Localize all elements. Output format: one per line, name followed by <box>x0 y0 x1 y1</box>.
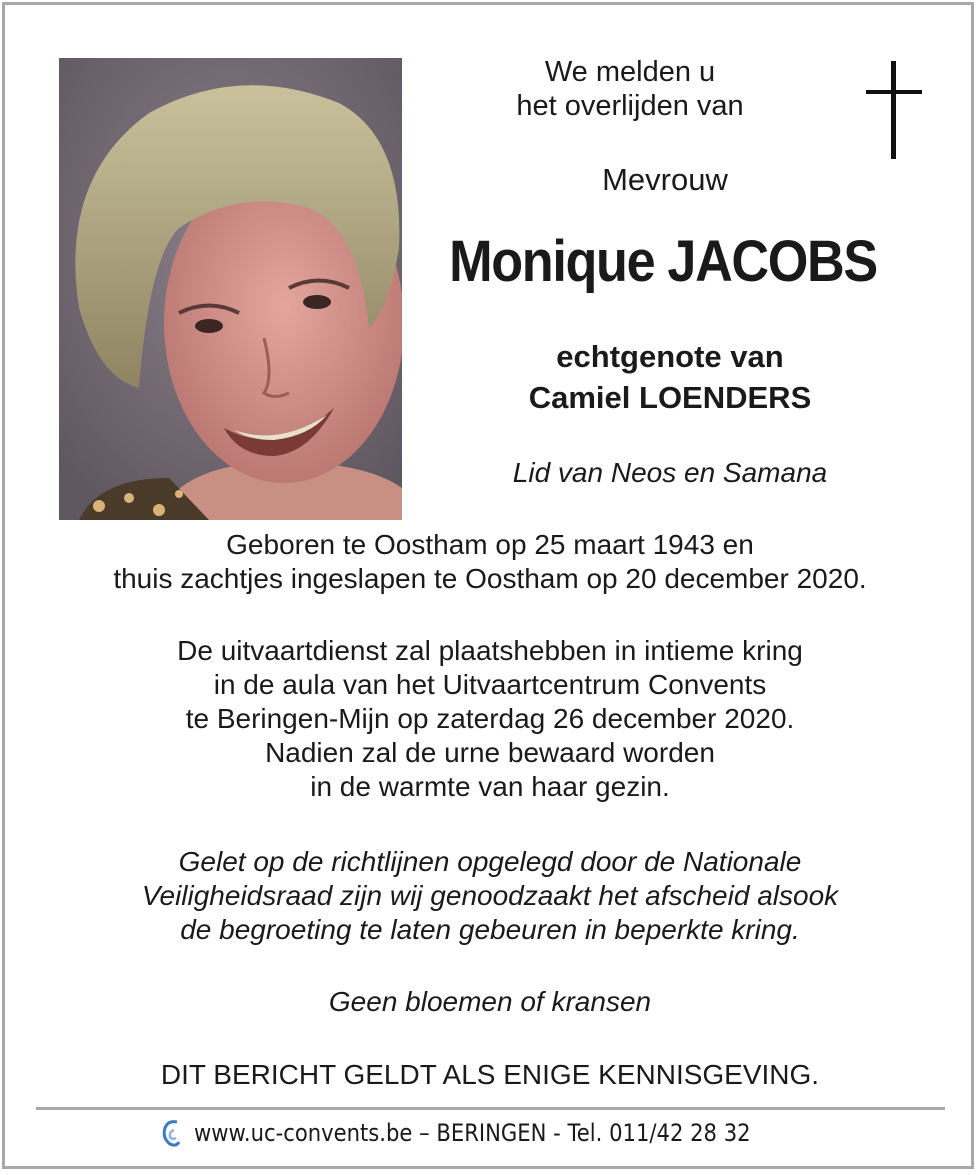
cross-icon <box>866 61 922 159</box>
portrait-photo <box>59 58 402 520</box>
spouse-name: Camiel LOENDERS <box>528 380 812 415</box>
birth-death-paragraph <box>30 528 950 596</box>
cross-horizontal-bar <box>866 90 922 94</box>
death-line: thuis zachtjes ingeslapen te Oostham op 20 december 2020. <box>113 563 867 594</box>
covid-line: de begroeting te laten gebeuren in beperkte kring. <box>180 914 800 945</box>
honorific-title: Mevrouw <box>602 162 728 197</box>
membership-line: Lid van Neos en Samana <box>512 457 828 488</box>
footer <box>160 1117 826 1149</box>
official-notice-line: DIT BERICHT GELDT ALS ENIGE KENNISGEVING. <box>160 1059 820 1090</box>
ceremony-line: te Beringen-Mijn op zaterdag 26 december 2020. <box>185 703 795 734</box>
covid-paragraph <box>30 845 950 947</box>
footer-divider <box>36 1107 945 1110</box>
intro-line-1: We melden u <box>544 56 716 88</box>
convents-logo-icon <box>160 1118 182 1148</box>
cross-vertical-bar <box>891 61 896 159</box>
spouse-label: echtgenote van <box>556 339 784 374</box>
ceremony-line: in de warmte van haar gezin. <box>310 771 670 802</box>
intro-line-2: het overlijden van <box>516 90 744 122</box>
ceremony-paragraph <box>30 634 950 804</box>
deceased-name: Monique JACOBS <box>449 229 877 294</box>
covid-line: Gelet op de richtlijnen opgelegd door de Nationale <box>178 846 802 877</box>
covid-line: Veiligheidsraad zijn wij genoodzaakt het afscheid alsook <box>141 880 839 911</box>
no-flowers-line: Geen bloemen of kransen <box>328 986 652 1017</box>
ceremony-line: in de aula van het Uitvaartcentrum Convents <box>213 669 767 700</box>
ceremony-line: De uitvaartdienst zal plaatshebben in intieme kring <box>177 635 803 666</box>
footer-contact-text: www.uc-convents.be – BERINGEN - Tel. 011/42 28 32 <box>194 1119 751 1147</box>
ceremony-line: Nadien zal de urne bewaard worden <box>265 737 715 768</box>
birth-line: Geboren te Oostham op 25 maart 1943 en <box>226 529 754 560</box>
